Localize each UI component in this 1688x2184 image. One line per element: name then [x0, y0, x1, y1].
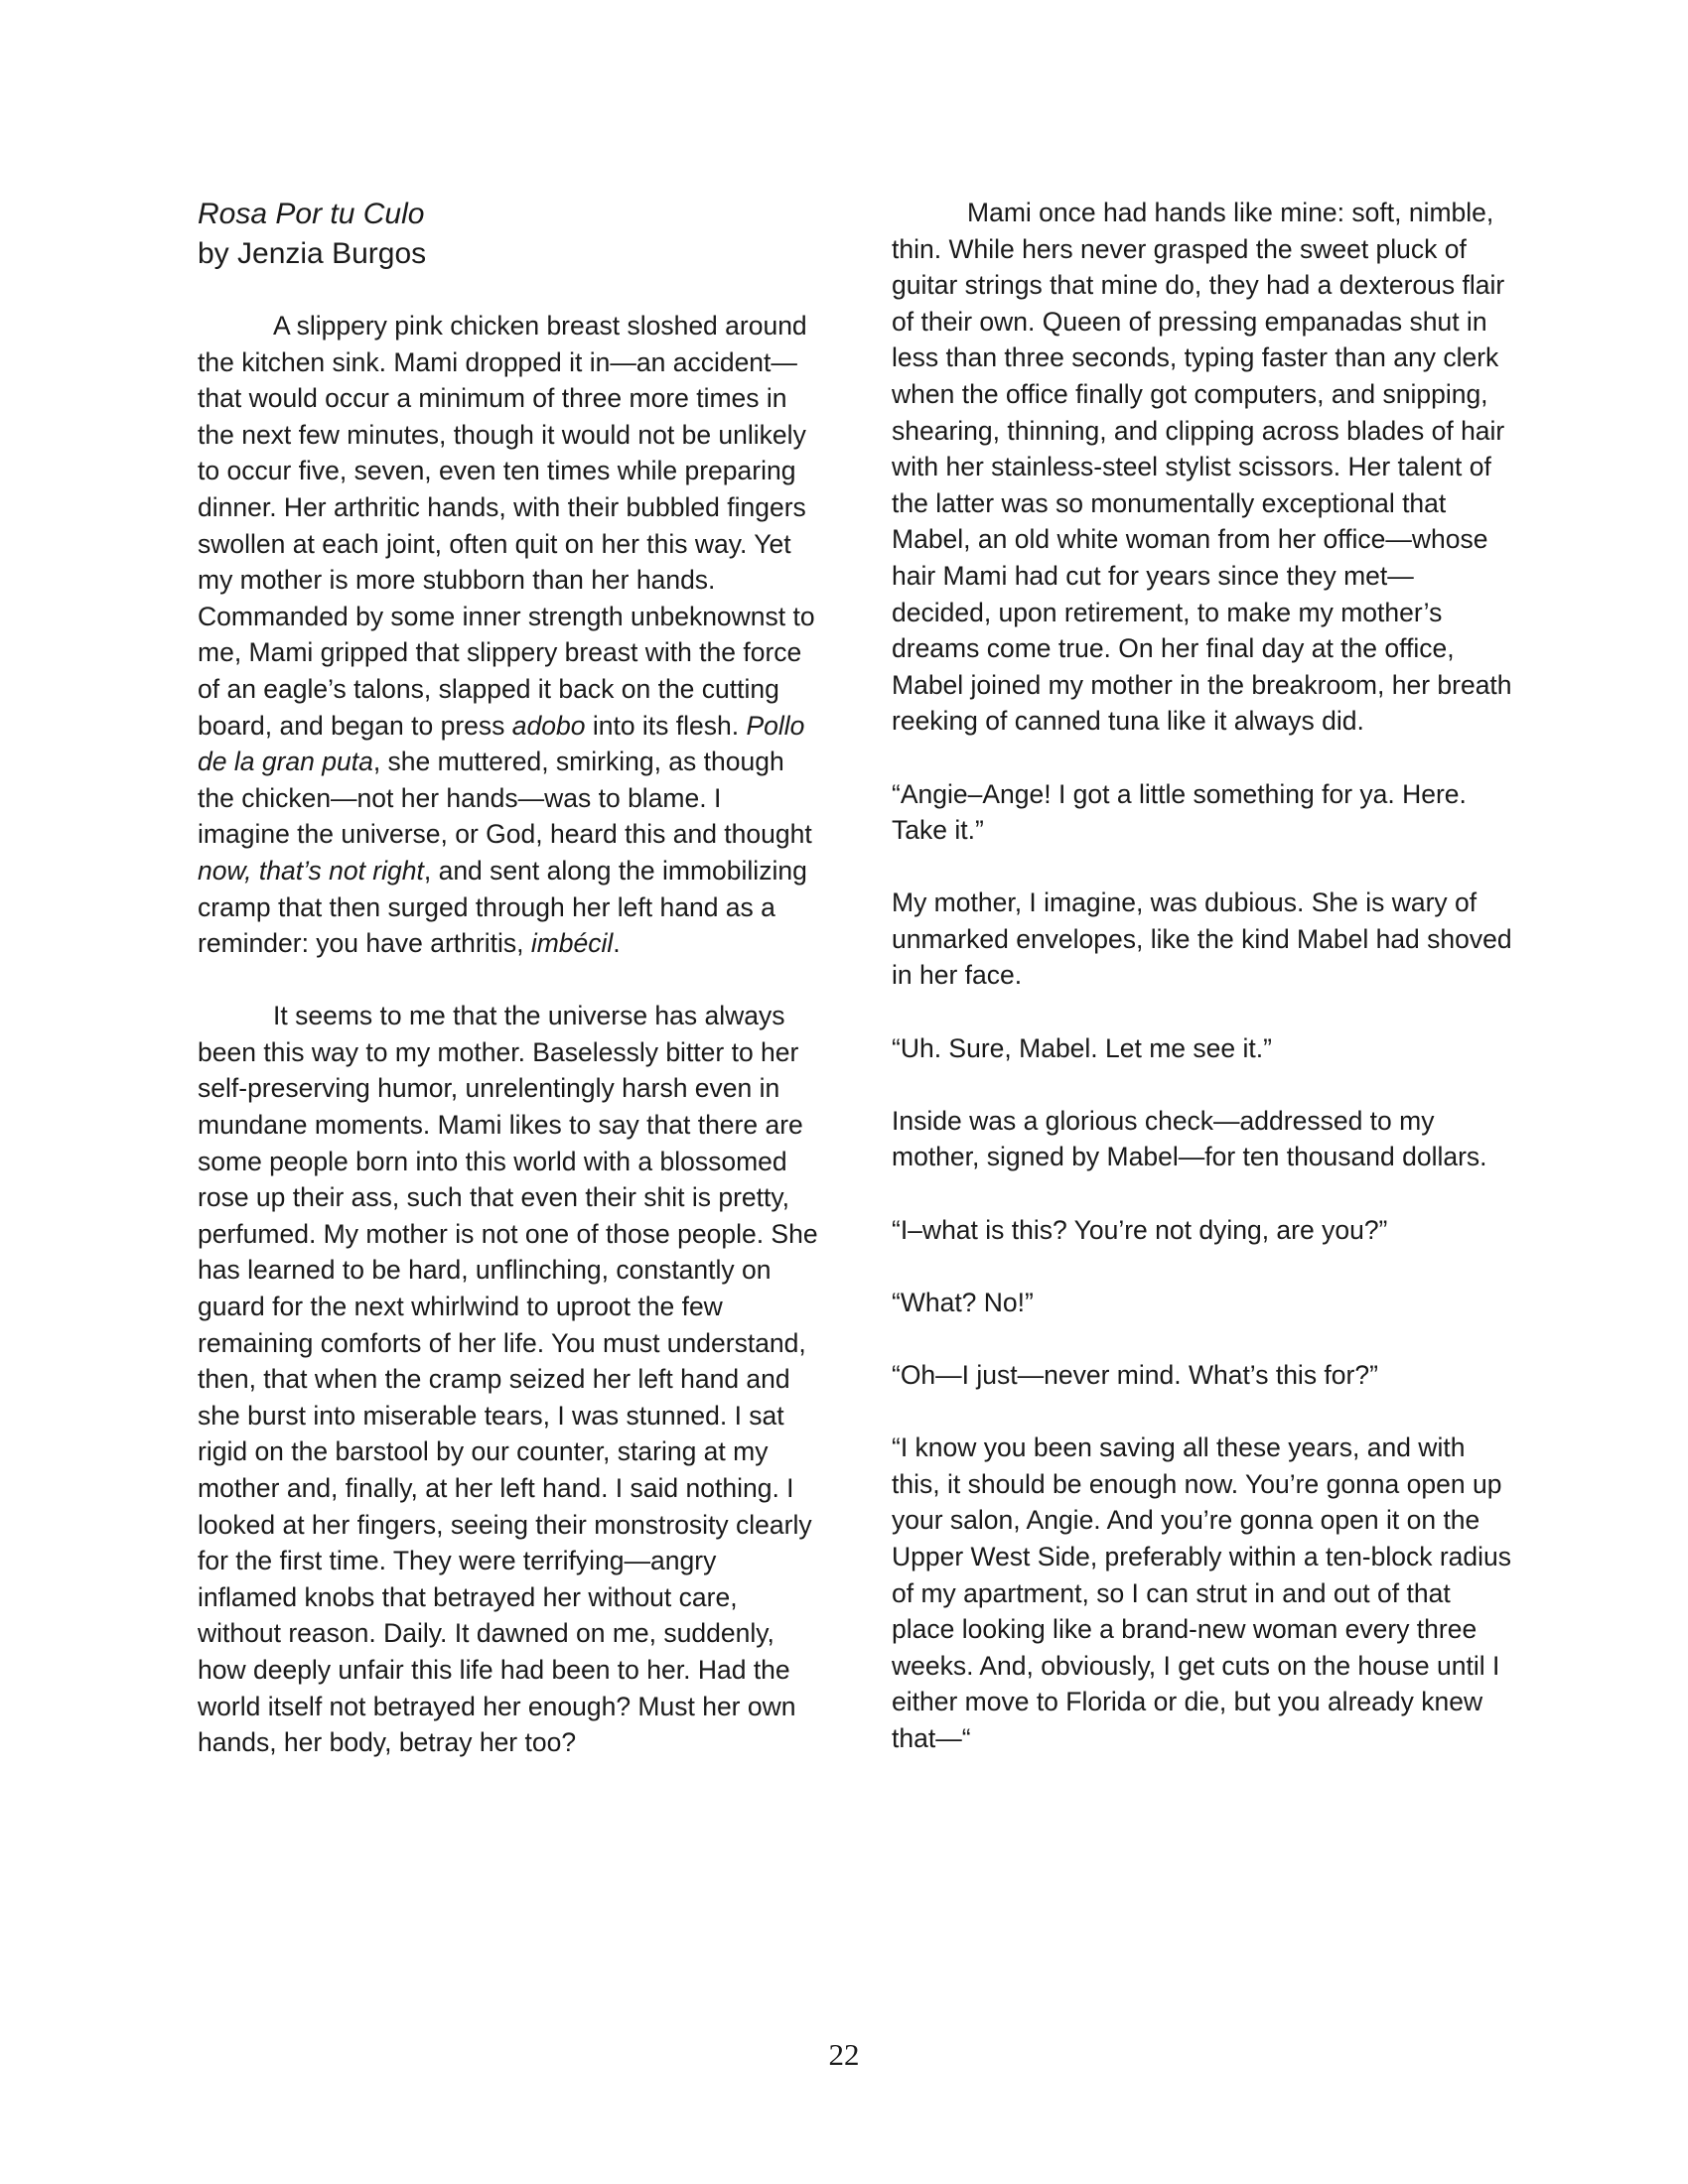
page-number: 22: [828, 2037, 860, 2072]
italic-text: adobo: [511, 710, 586, 741]
paragraph: My mother, I imagine, was dubious. She is wary of unmarked envelopes, like the kind Mabel had shoved in her face.: [892, 887, 1512, 991]
paragraph: [198, 308, 818, 962]
italic-text: now, that’s not right: [198, 855, 424, 886]
text-run: .: [613, 928, 621, 959]
dialogue-paragraph: “What? No!”: [892, 1287, 1034, 1317]
italic-text: Pollo de la gran puta: [198, 710, 805, 777]
right-column: [892, 195, 1512, 1793]
story-byline: by Jenzia Burgos: [198, 237, 427, 270]
dialogue-paragraph: “Uh. Sure, Mabel. Let me see it.”: [892, 1032, 1272, 1063]
story-heading: [198, 195, 818, 274]
dialogue-paragraph: “Angie–Ange! I got a little something for ya. Here. Take it.”: [892, 778, 1467, 846]
dialogue-paragraph: “I–what is this? You’re not dying, are you?”: [892, 1214, 1388, 1245]
paragraph: Inside was a glorious check—addressed to my mother, signed by Mabel—for ten thousand dollars.: [892, 1105, 1487, 1172]
paragraph: It seems to me that the universe has always been this way to my mother. Baselessly bitter to her self-preserving humor, unrelentingly harsh even in mundane moments. Mami likes to say that there are some people born into this world with a blossomed rose up their ass, such that even their shit is pretty, perfumed. My mother is not one of those people. She has learned to be hard, unflinching, constantly on guard for the next whirlwind to uproot the few remaining comforts of her life. You must understand, then, that when the cramp seized her left hand and she burst into miserable tears, I was stunned. I sat rigid on the barstool by our counter, staring at my mother and, finally, at her left hand. I said nothing. I looked at her fingers, seeing their monstrosity clearly for the first time. They were terrifying—angry inflamed knobs that betrayed her without care, without reason. Daily. It dawned on me, suddenly, how deeply unfair this life had been to her. Had the world itself not betrayed her enough? Must her own hands, her body, betray her too?: [198, 1001, 818, 1758]
text-run: into its flesh.: [585, 710, 747, 741]
text-run: A slippery pink chicken breast sloshed around the kitchen sink. Mami dropped it in—an accident—that would occur a minimum of three more times in the next few minutes, though it would not be unlikely to occur five, seven, even ten times while preparing dinner. Her arthritic hands, with their bubbled fingers swollen at each joint, often quit on her this way. Yet my mother is more stubborn than her hands. Commanded by some inner strength unbeknownst to me, Mami gripped that slippery breast with the force of an eagle’s talons, slapped it back on the cutting board, and began to press: [198, 311, 815, 741]
italic-text: imbécil: [530, 928, 614, 959]
paragraph: Mami once had hands like mine: soft, nimble, thin. While hers never grasped the sweet pluck of guitar strings that mine do, they had a dexterous flair of their own. Queen of pressing empanadas shut in less than three seconds, typing faster than any clerk when the office finally got computers, and snipping, shearing, thinning, and clipping across blades of hair with her stainless-steel stylist scissors. Her talent of the latter was so monumentally exceptional that Mabel, an old white woman from her office—whose hair Mami had cut for years since they met—decided, upon retirement, to make my mother’s dreams come true. On her final day at the office, Mabel joined my mother in the breakroom, her breath reeking of canned tuna like it always did.: [892, 198, 1512, 737]
text-run: , and sent along the immobilizing cramp that then surged through her left hand as a reminder: you have arthritis,: [198, 855, 807, 959]
dialogue-paragraph: “Oh—I just—never mind. What’s this for?”: [892, 1360, 1378, 1390]
left-column: [198, 195, 818, 1797]
dialogue-paragraph: “I know you been saving all these years, and with this, it should be enough now. You’re gonna open up your salon, Angie. And you’re gonna open it on the Upper West Side, preferably within a ten-block radius of my apartment, so I can strut in and out of that place looking like a brand-new woman every three weeks. And, obviously, I get cuts on the house until I either move to Florida or die, but you already knew that—“: [892, 1433, 1512, 1753]
story-title: Rosa Por tu Culo: [198, 198, 425, 230]
text-run: , she muttered, smirking, as though the chicken—not her hands—was to blame. I imagine the universe, or God, heard this and thought: [198, 747, 812, 850]
